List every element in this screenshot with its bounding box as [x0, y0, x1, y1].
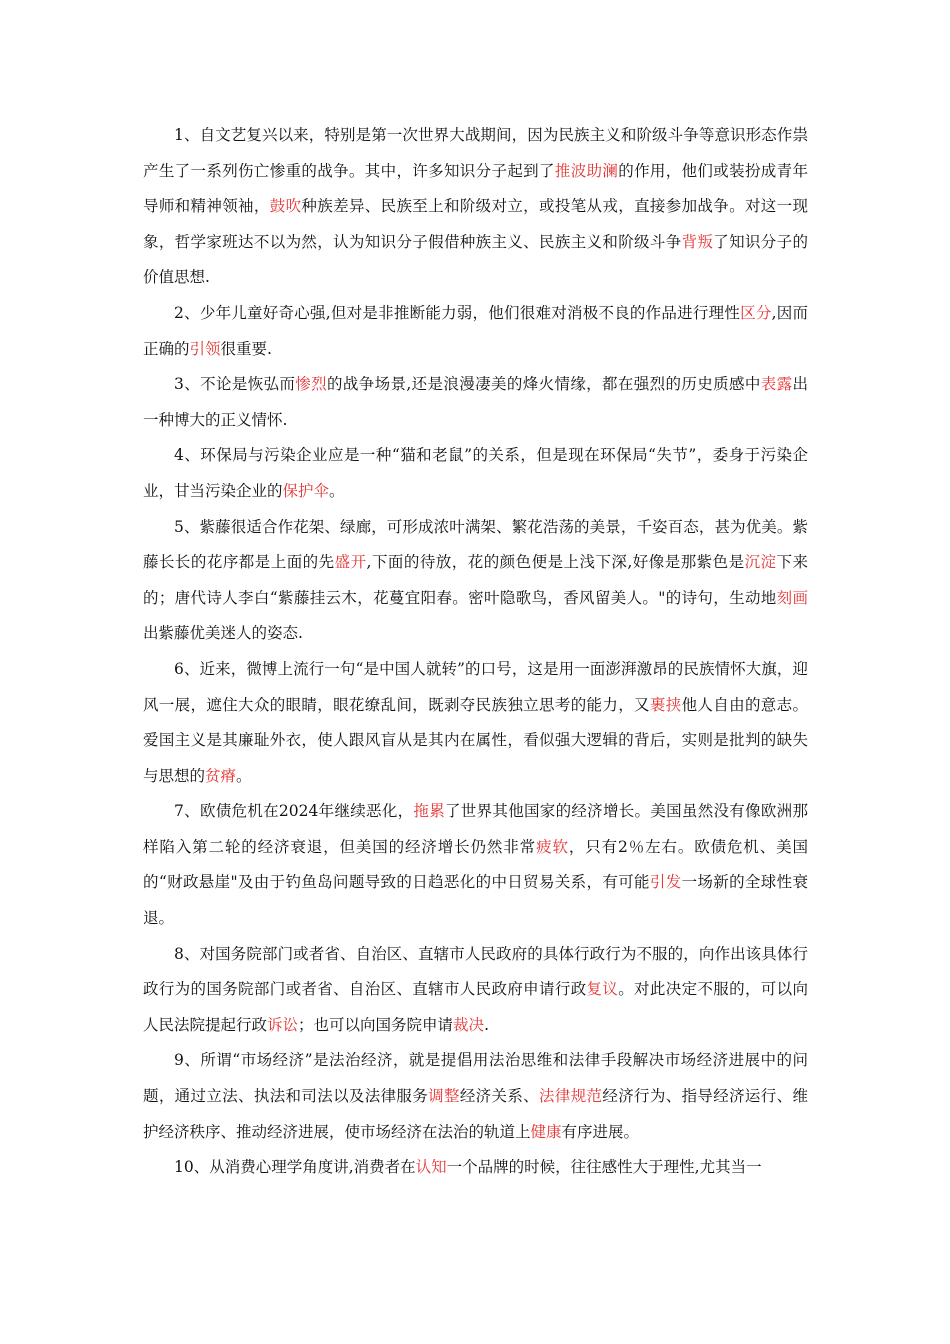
highlighted-term: 拖累: [413, 802, 446, 821]
paragraph-text: .: [484, 1015, 489, 1034]
highlighted-term: 健康: [530, 1122, 562, 1141]
highlighted-term: 背叛: [681, 232, 714, 251]
highlighted-term: 推波助澜: [554, 161, 619, 180]
paragraph-text: 种族差异、民族至上和阶级对立，或投笔从戎，直接参加战争。对这一现象，哲学家班达不以为然，认为知识分子假借种族主义、民族主义和阶级斗争: [143, 197, 808, 251]
highlighted-term: 贫瘠: [205, 766, 237, 785]
highlighted-term: 引发: [649, 873, 682, 892]
highlighted-term: 诉讼: [267, 1015, 299, 1034]
paragraph-8: [143, 937, 808, 1044]
paragraph-9: [143, 1043, 808, 1150]
highlighted-term: 疲软: [536, 837, 569, 856]
paragraph-3: [143, 367, 808, 438]
highlighted-term: 区分: [740, 303, 772, 322]
paragraph-text: 出紫藤优美迷人的姿态.: [143, 624, 303, 643]
paragraph-text: 9、所谓“市场经济”是法治经济，就是提倡用法治思维和法律手段解决市场经济进展中的问题，通过立法、执法和司法以及法律服务: [143, 1051, 808, 1106]
highlighted-term: 调整: [428, 1087, 460, 1106]
highlighted-term: 裁决: [453, 1015, 485, 1034]
paragraph-text: 的作用，他们或装扮成青年导师和精神领袖，: [143, 161, 808, 216]
paragraph-text: ,因而正确的: [143, 303, 808, 358]
highlighted-term: 裹挟: [649, 695, 682, 714]
paragraph-text: 2、少年儿童好奇心强,但对是非推断能力弱，他们很难对消极不良的作品进行理性: [174, 303, 741, 322]
paragraph-text: 4、环保局与污染企业应是一种“猫和老鼠”的关系，但是现在环保局“失节”，委身于污染企业，甘当污染企业的: [143, 446, 808, 500]
highlighted-term: 表露: [760, 375, 793, 394]
paragraph-2: [143, 296, 808, 367]
highlighted-term: 刻画: [776, 588, 808, 607]
paragraph-text: 很重要.: [220, 339, 272, 358]
paragraph-text: 下来的；唐代诗人李白“紫藤挂云木，花蔓宜阳春。密叶隐歌鸟，香风留美人。"的诗句，生动地: [143, 553, 808, 607]
paragraph-text: 了世界其他国家的经济增长。美国虽然没有像欧洲那样陷入第二轮的经济衰退，但美国的经济增长仍然非常: [143, 802, 808, 856]
paragraph-text: ；也可以向国务院申请: [298, 1015, 454, 1034]
paragraph-text: ，只有2％左右。欧债危机、美国的“财政悬崖"及由于钓鱼岛问题导致的日趋恶化的中日贸易关系，有可能: [143, 837, 808, 892]
highlighted-term: 认知: [415, 1158, 447, 1177]
highlighted-term: 盛开: [334, 553, 367, 572]
paragraph-text: 出一种博大的正义情怀.: [143, 375, 808, 429]
paragraph-text: 5、紫藤很适合作花架、绿廊，可形成浓叶满架、繁花浩荡的美景，千姿百态，甚为优美。紫藤长长的花序都是上面的先: [143, 517, 808, 572]
paragraph-text: 7、欧债危机在2024年继续恶化，: [174, 802, 414, 821]
paragraph-7: [143, 794, 808, 936]
paragraph-text: 一个品牌的时候，往往感性大于理性,尤其当一: [446, 1158, 762, 1177]
highlighted-term: 法律规范: [539, 1087, 603, 1106]
document-body: [143, 118, 808, 1186]
paragraph-text: 。对此决定不服的，可以向人民法院提起行政: [143, 980, 808, 1034]
paragraph-10: [143, 1150, 808, 1186]
paragraph-text: 有序进展。: [561, 1122, 640, 1141]
paragraph-5: [143, 510, 808, 652]
paragraph-text: 。: [329, 481, 345, 500]
paragraph-text: 1、自文艺复兴以来，特别是第一次世界大战期间，因为民族主义和阶级斗争等意识形态作祟产生了一系列伤亡惨重的战争。其中，许多知识分子起到了: [143, 126, 808, 180]
paragraph-text: 。: [236, 766, 252, 785]
paragraph-text: 经济行为、指导经济运行、维护经济秩序、推动经济进展，使市场经济在法治的轨道上: [143, 1087, 808, 1141]
paragraph-text: 8、对国务院部门或者省、自治区、直辖市人民政府的具体行政行为不服的，向作出该具体行政行为的国务院部门或者省、自治区、直辖市人民政府申请行政: [143, 944, 808, 999]
paragraph-text: 一场新的全球性衰退。: [143, 873, 808, 928]
highlighted-term: 保护伞: [282, 481, 330, 500]
highlighted-term: 引领: [189, 339, 221, 358]
paragraph-text: 3、不论是恢弘而: [174, 375, 296, 394]
paragraph-text: 6、近来，微博上流行一句“是中国人就转”的口号，这是用一面澎湃激昂的民族情怀大旗，迎风一展，遮住大众的眼睛，眼花缭乱间，既剥夺民族独立思考的能力，又: [143, 659, 808, 714]
paragraph-4: [143, 438, 808, 509]
paragraph-text: 他人自由的意志。爱国主义是其廉耻外衣，使人跟风盲从是其内在属性，看似强大逻辑的背后，实则是批判的缺失与思想的: [143, 695, 808, 785]
highlighted-term: 沉淀: [744, 553, 777, 572]
paragraph-text: 了知识分子的价值思想.: [143, 232, 808, 287]
highlighted-term: 鼓吹: [269, 197, 302, 216]
paragraph-text: 的战争场景,还是浪漫凄美的烽火情缘，都在强烈的历史质感中: [327, 375, 761, 394]
highlighted-term: 复议: [586, 980, 619, 999]
paragraph-text: ,下面的待放，花的颜色便是上浅下深,好像是那紫色是: [366, 553, 745, 572]
paragraph-text: 经济关系、: [459, 1087, 540, 1106]
highlighted-term: 惨烈: [295, 375, 328, 394]
paragraph-text: 10、从消费心理学角度讲,消费者在: [174, 1158, 416, 1177]
paragraph-1: [143, 118, 808, 296]
paragraph-6: [143, 652, 808, 794]
